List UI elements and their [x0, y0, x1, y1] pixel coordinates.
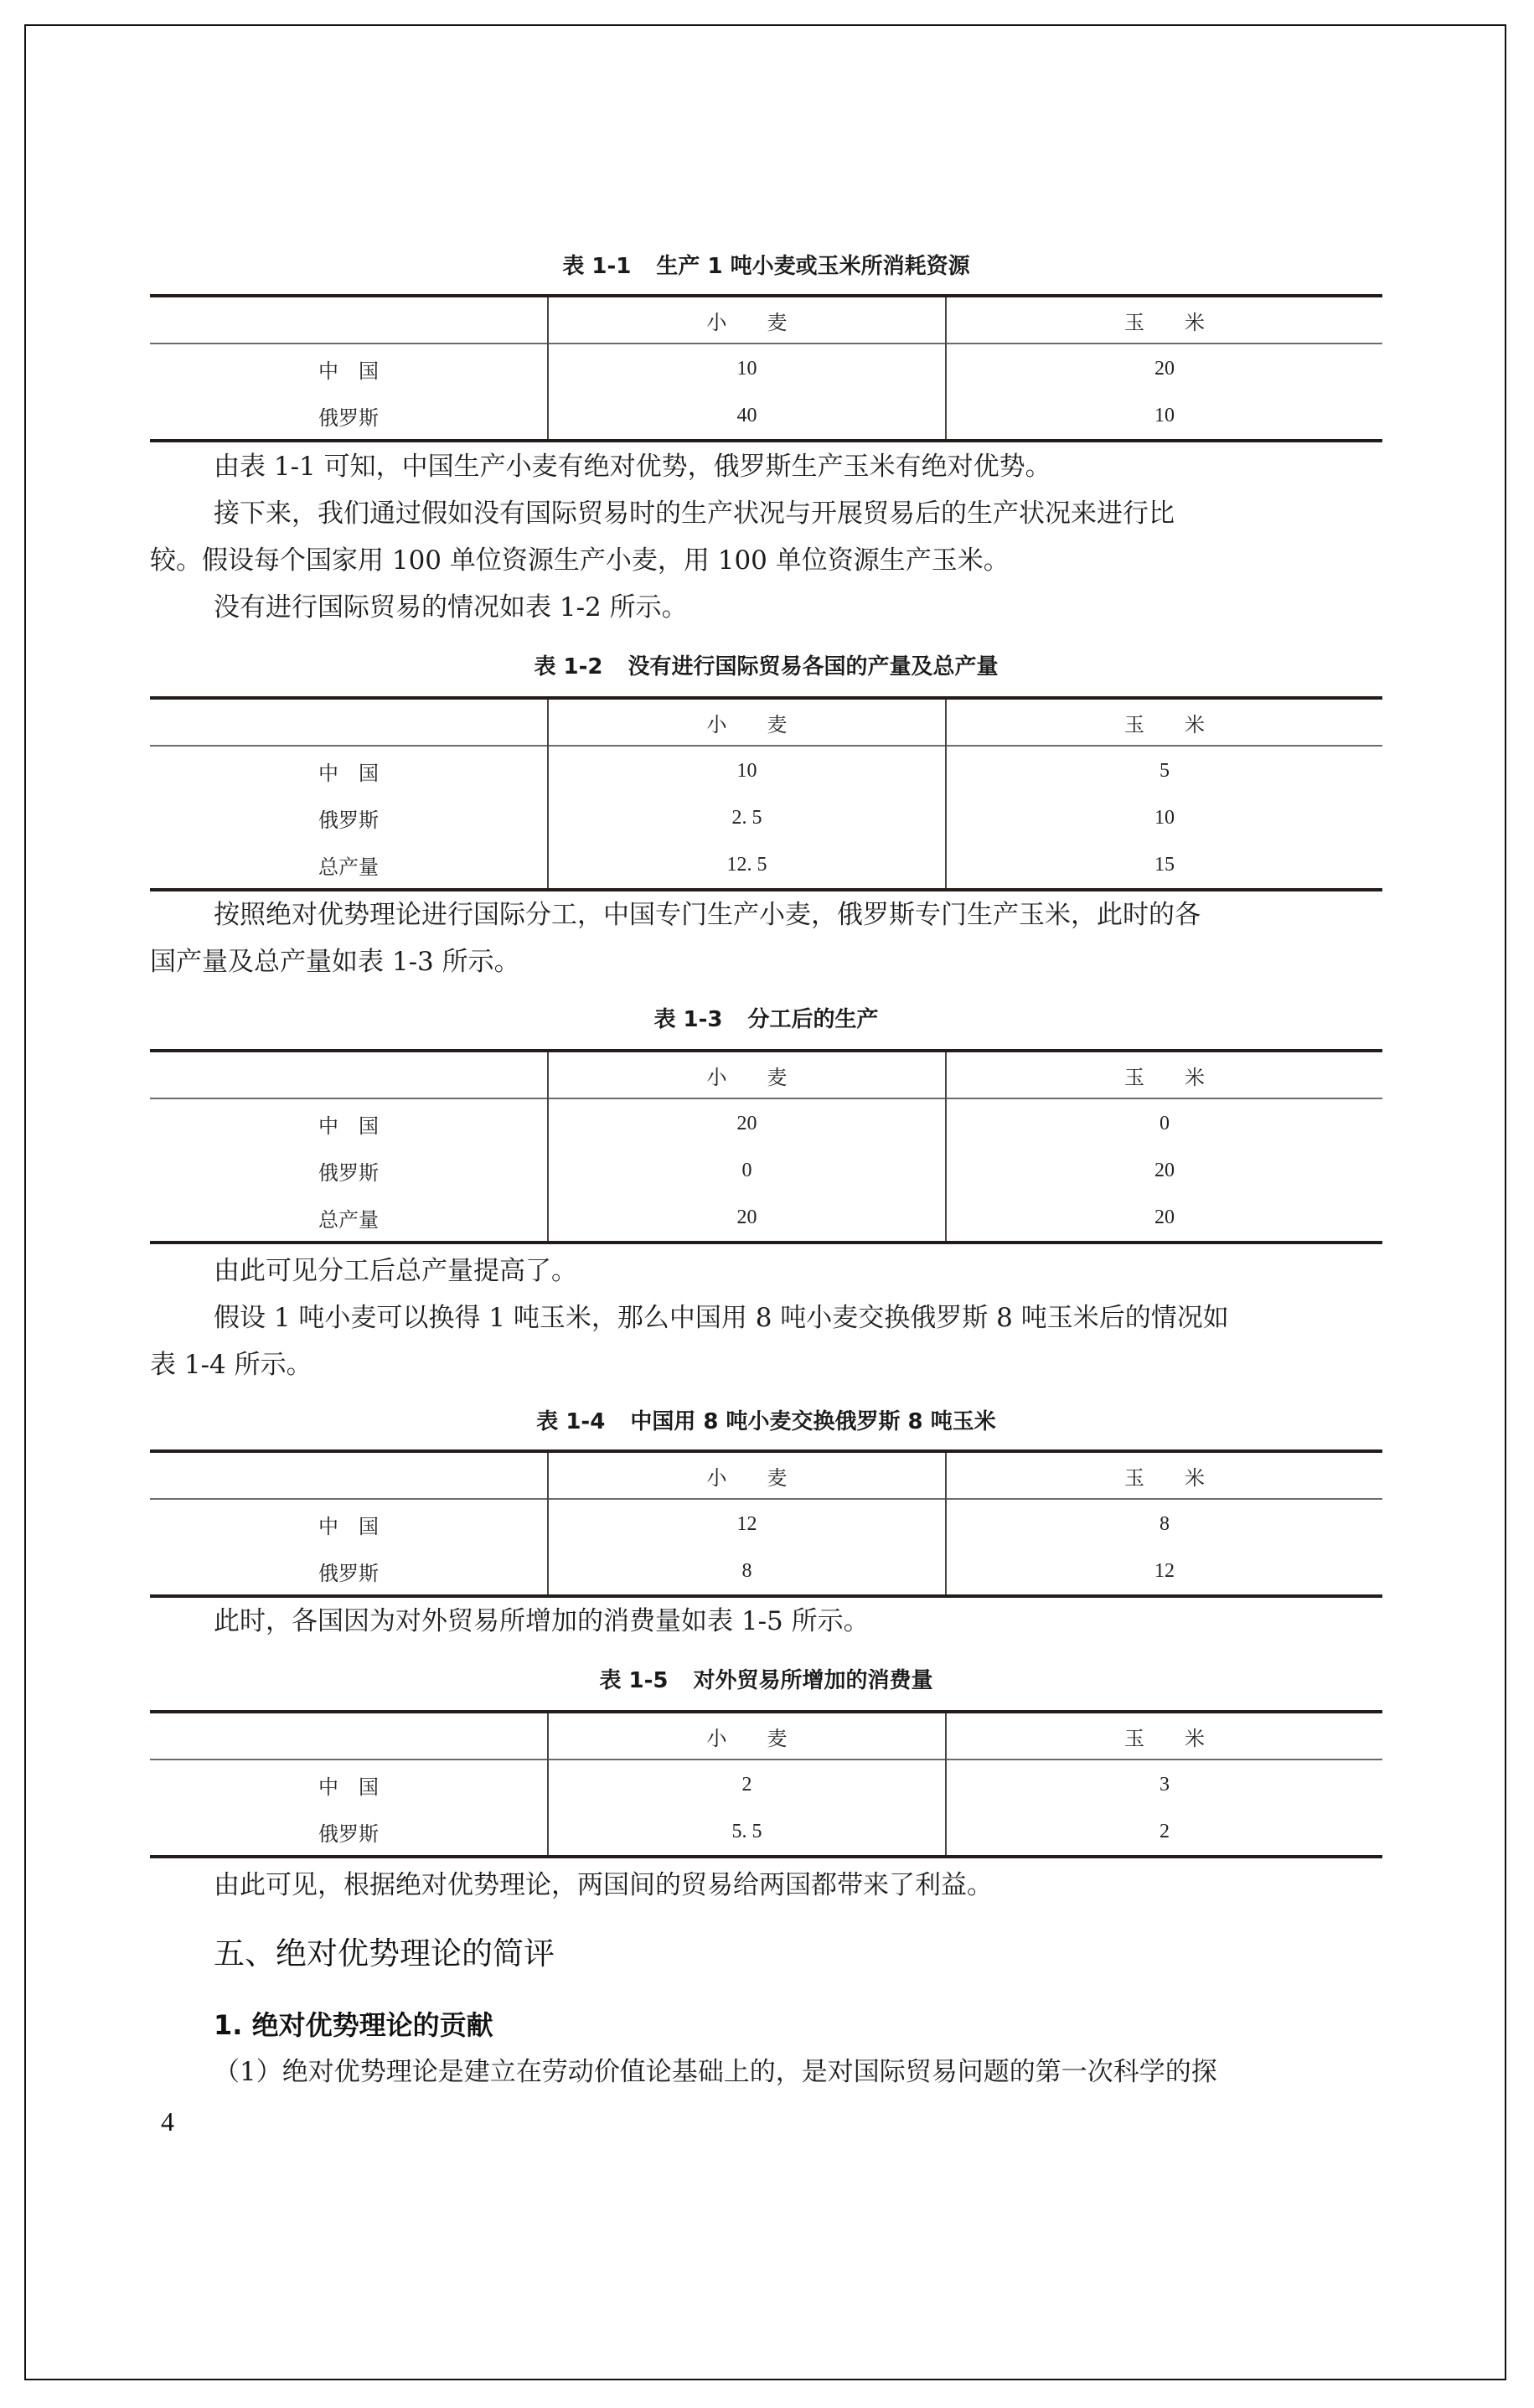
table-1-4 — [150, 1449, 1382, 1598]
table-row — [150, 1194, 1382, 1243]
header-corn: 玉 米 — [946, 1712, 1382, 1759]
header-wheat: 小 麦 — [548, 1712, 946, 1759]
row-label: 总产量 — [318, 856, 379, 879]
row-label: 俄罗斯 — [318, 809, 379, 832]
table-title: 生产 1 吨小麦或玉米所消耗资源 — [656, 254, 970, 279]
header-blank — [150, 296, 548, 344]
cell-corn: 20 — [946, 1194, 1382, 1243]
cell-wheat: 8 — [548, 1548, 946, 1596]
table-number: 表 1-4 — [536, 1409, 606, 1434]
paragraph-line: 由此可见，根据绝对优势理论，两国间的贸易给两国都带来了利益。 — [214, 1870, 993, 1900]
row-label: 中 国 — [318, 1516, 379, 1538]
paragraph — [150, 443, 1382, 631]
header-wheat: 小 麦 — [548, 698, 946, 746]
page-number: 4 — [161, 2106, 174, 2137]
table-row — [150, 1098, 1382, 1147]
row-label: 俄罗斯 — [318, 1162, 379, 1185]
header-wheat: 小 麦 — [548, 1451, 946, 1499]
table-title: 分工后的生产 — [747, 1007, 879, 1032]
paragraph-line: 由表 1-1 可知，中国生产小麦有绝对优势，俄罗斯生产玉米有绝对优势。 — [214, 452, 1051, 482]
table-number: 表 1-1 — [562, 254, 632, 279]
cell-wheat: 10 — [548, 344, 946, 392]
table-row — [150, 1759, 1382, 1808]
header-wheat: 小 麦 — [548, 296, 946, 344]
table-row — [150, 746, 1382, 794]
table-1-2-caption — [150, 653, 1382, 681]
table-header-row — [150, 1712, 1382, 1759]
cell-corn: 0 — [946, 1098, 1382, 1147]
cell-wheat: 12. 5 — [548, 841, 946, 890]
table-1-3-caption — [150, 1005, 1382, 1034]
table-header-row — [150, 1051, 1382, 1098]
header-corn: 玉 米 — [946, 296, 1382, 344]
table-header-row — [150, 698, 1382, 746]
table-number: 表 1-3 — [653, 1007, 723, 1032]
header-corn: 玉 米 — [946, 1451, 1382, 1499]
table-title: 中国用 8 吨小麦交换俄罗斯 8 吨玉米 — [630, 1409, 996, 1434]
table-header-row — [150, 296, 1382, 344]
cell-corn: 2 — [946, 1808, 1382, 1857]
table-row — [150, 1147, 1382, 1194]
row-label: 中 国 — [318, 360, 379, 383]
cell-corn: 20 — [946, 344, 1382, 392]
cell-corn: 20 — [946, 1147, 1382, 1194]
paragraph-line: （1）绝对优势理论是建立在劳动价值论基础上的，是对国际贸易问题的第一次科学的探 — [214, 2057, 1217, 2087]
subsection-heading: 1. 绝对优势理论的贡献 — [214, 2009, 493, 2041]
table-1-5 — [150, 1710, 1382, 1858]
table-row — [150, 392, 1382, 441]
table-number: 表 1-5 — [599, 1668, 669, 1693]
paragraph-line: 由此可见分工后总产量提高了。 — [214, 1256, 577, 1286]
paragraph-line: 没有进行国际贸易的情况如表 1-2 所示。 — [214, 592, 688, 623]
header-corn: 玉 米 — [946, 1051, 1382, 1098]
paragraph-line: 接下来，我们通过假如没有国际贸易时的生产状况与开展贸易后的生产状况来进行比 — [214, 499, 1175, 529]
row-label: 俄罗斯 — [318, 1563, 379, 1585]
table-row — [150, 1808, 1382, 1857]
row-label: 中 国 — [318, 1776, 379, 1799]
paragraph-line: 表 1-4 所示。 — [150, 1350, 312, 1380]
cell-wheat: 0 — [548, 1147, 946, 1194]
paragraph — [150, 1598, 1382, 1645]
cell-wheat: 5. 5 — [548, 1808, 946, 1857]
table-row — [150, 344, 1382, 392]
cell-wheat: 40 — [548, 392, 946, 441]
header-blank — [150, 1451, 548, 1499]
cell-corn: 8 — [946, 1499, 1382, 1548]
row-label: 俄罗斯 — [318, 1823, 379, 1846]
table-1-5-caption — [150, 1666, 1382, 1695]
header-blank — [150, 1712, 548, 1759]
row-label: 总产量 — [318, 1209, 379, 1232]
table-row — [150, 1499, 1382, 1548]
table-1-4-caption — [150, 1408, 1382, 1436]
paragraph-line: 按照绝对优势理论进行国际分工，中国专门生产小麦，俄罗斯专门生产玉米，此时的各 — [214, 900, 1201, 930]
paragraph-line: 较。假设每个国家用 100 单位资源生产小麦，用 100 单位资源生产玉米。 — [150, 545, 1010, 576]
table-number: 表 1-2 — [534, 654, 603, 680]
table-1-3 — [150, 1049, 1382, 1244]
header-blank — [150, 698, 548, 746]
paragraph — [150, 891, 1382, 985]
cell-corn: 10 — [946, 392, 1382, 441]
table-1-1 — [150, 294, 1382, 442]
paragraph — [150, 2049, 1382, 2095]
cell-wheat: 2. 5 — [548, 794, 946, 841]
header-blank — [150, 1051, 548, 1098]
row-label: 中 国 — [318, 762, 379, 785]
section-heading: 五、绝对优势理论的简评 — [214, 1935, 555, 1971]
row-label: 俄罗斯 — [318, 407, 379, 430]
cell-corn: 3 — [946, 1759, 1382, 1808]
table-row — [150, 794, 1382, 841]
cell-corn: 5 — [946, 746, 1382, 794]
paragraph-line: 此时，各国因为对外贸易所增加的消费量如表 1-5 所示。 — [214, 1606, 870, 1636]
cell-corn: 12 — [946, 1548, 1382, 1596]
cell-wheat: 20 — [548, 1194, 946, 1243]
table-title: 没有进行国际贸易各国的产量及总产量 — [628, 654, 999, 680]
table-title: 对外贸易所增加的消费量 — [693, 1668, 933, 1693]
paragraph — [150, 1862, 1382, 1909]
table-row — [150, 841, 1382, 890]
cell-wheat: 10 — [548, 746, 946, 794]
paragraph-line: 假设 1 吨小麦可以换得 1 吨玉米，那么中国用 8 吨小麦交换俄罗斯 8 吨玉米后的情况如 — [214, 1303, 1229, 1333]
paragraph-line: 国产量及总产量如表 1-3 所示。 — [150, 947, 520, 977]
table-row — [150, 1548, 1382, 1596]
row-label: 中 国 — [318, 1115, 379, 1138]
cell-corn: 10 — [946, 794, 1382, 841]
paragraph — [150, 1248, 1382, 1388]
table-1-2 — [150, 696, 1382, 891]
header-corn: 玉 米 — [946, 698, 1382, 746]
header-wheat: 小 麦 — [548, 1051, 946, 1098]
cell-wheat: 12 — [548, 1499, 946, 1548]
table-header-row — [150, 1451, 1382, 1499]
cell-corn: 15 — [946, 841, 1382, 890]
cell-wheat: 2 — [548, 1759, 946, 1808]
table-1-1-caption — [150, 252, 1382, 281]
cell-wheat: 20 — [548, 1098, 946, 1147]
